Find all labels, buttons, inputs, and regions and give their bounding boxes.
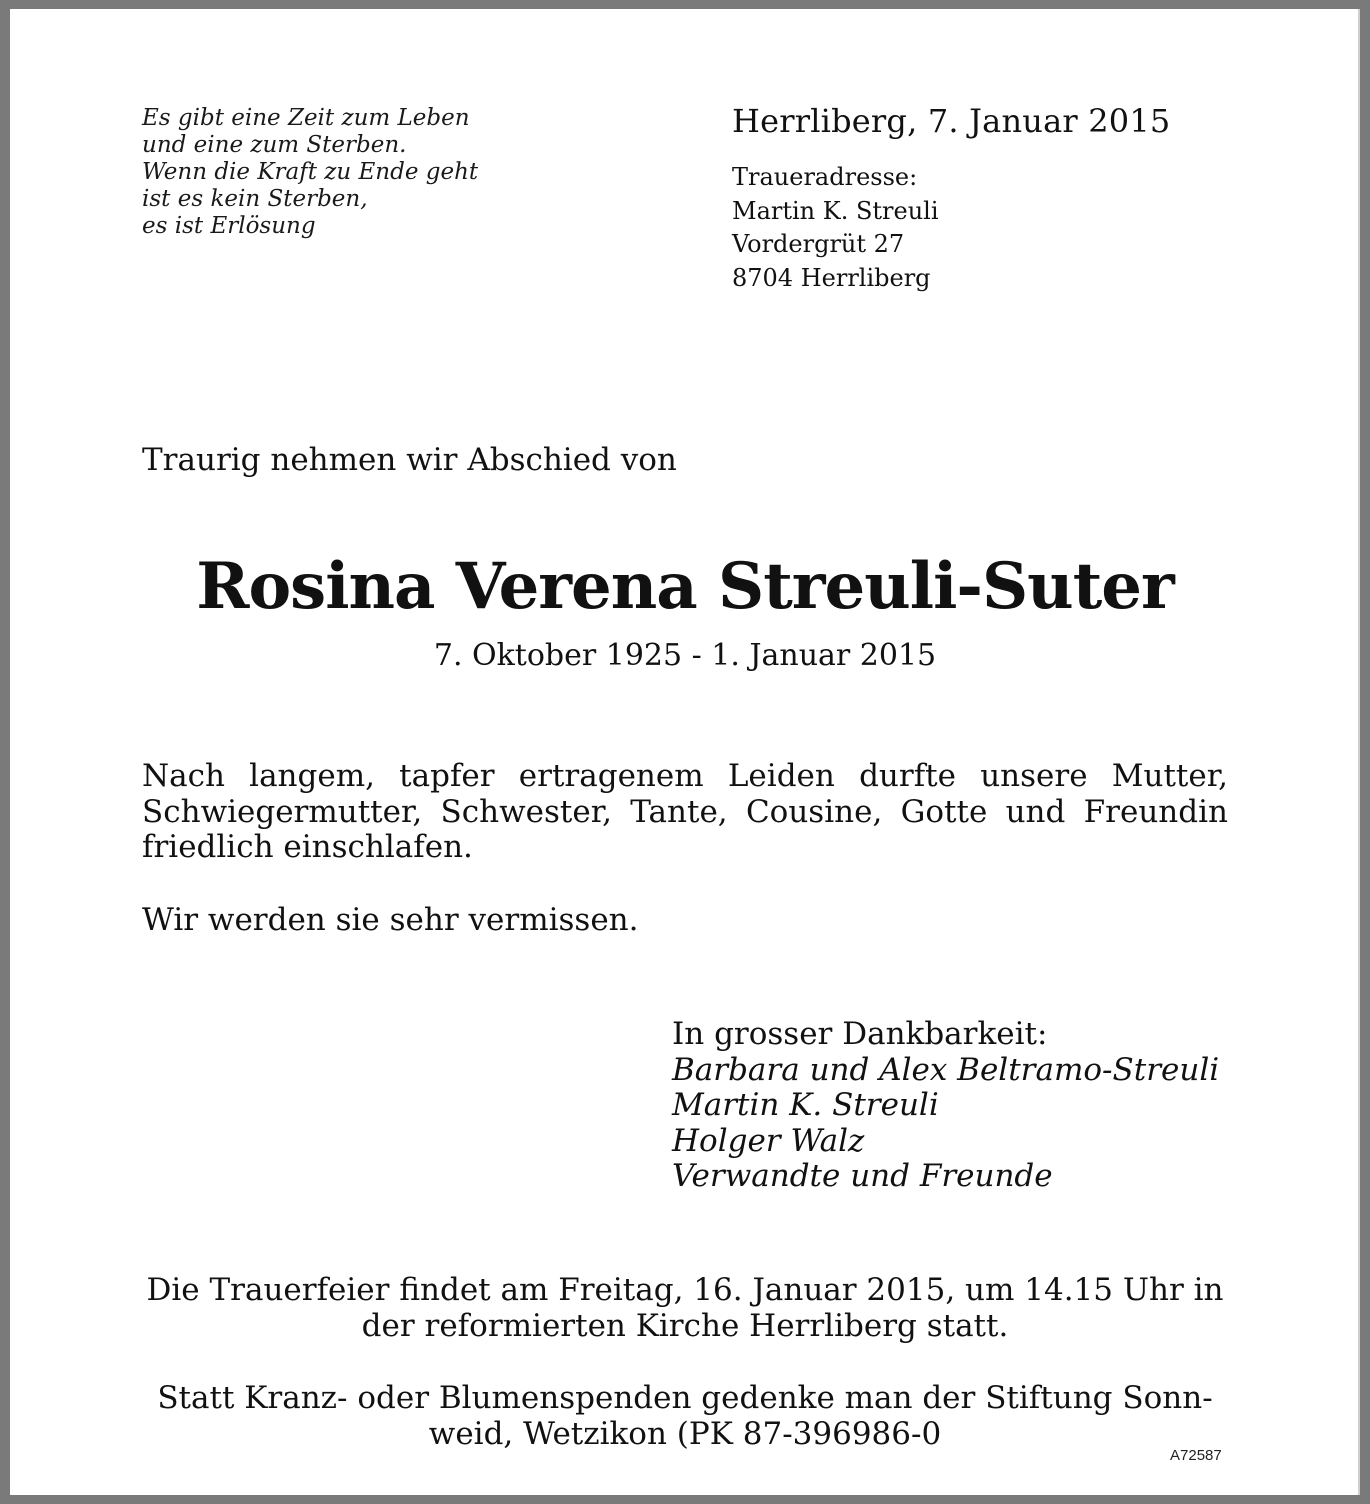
signers xyxy=(672,1017,1219,1195)
obituary-page xyxy=(10,9,1360,1495)
message-paragraph: Nach langem, tapfer ertragenem Leiden durfte unsere Mutter, Schwiegermutter, Schwester, Tante, Cousine, Gotte und Freundin friedlich einschlafen. xyxy=(142,758,1228,865)
poem-line: Es gibt eine Zeit zum Leben xyxy=(142,105,470,131)
poem-line: ist es kein Sterben, xyxy=(142,186,368,212)
place-date: Herrliberg, 7. Januar 2015 xyxy=(732,102,1171,140)
poem xyxy=(142,105,478,240)
address-name: Martin K. Streuli xyxy=(732,196,939,225)
address-city: 8704 Herrliberg xyxy=(732,263,931,292)
mourning-address xyxy=(732,161,939,295)
signers-list xyxy=(672,1053,1219,1195)
closing-line: Wir werden sie sehr vermissen. xyxy=(142,902,639,938)
address-street: Vordergrüt 27 xyxy=(732,230,905,258)
signers-heading: In grosser Dankbarkeit: xyxy=(672,1016,1048,1052)
life-dates: 7. Oktober 1925 - 1. Januar 2015 xyxy=(433,638,937,673)
ceremony-line: der reformierten Kirche Herrliberg statt. xyxy=(361,1307,1009,1344)
deceased-name: Rosina Verena Streuli-Suter xyxy=(196,549,1174,624)
signer-name: Holger Walz xyxy=(672,1122,865,1159)
poem-line: es ist Erlösung xyxy=(142,213,316,239)
signer-name: Verwandte und Freunde xyxy=(672,1158,1053,1194)
poem-line: und eine zum Sterben. xyxy=(142,132,407,158)
donation-line: Statt Kranz- oder Blumenspenden gedenke man der Stiftung Sonn- xyxy=(157,1380,1213,1416)
ceremony-line: Die Trauerfeier findet am Freitag, 16. Januar 2015, um 14.15 Uhr in xyxy=(146,1272,1224,1308)
signer-name: Barbara und Alex Beltramo-Streuli xyxy=(672,1051,1220,1088)
reference-code: A72587 xyxy=(1170,1447,1222,1464)
ceremony-notice xyxy=(10,1273,1360,1344)
poem-line: Wenn die Kraft zu Ende geht xyxy=(142,159,479,185)
donation-line: weid, Wetzikon (PK 87-396986-0 xyxy=(428,1415,942,1452)
donation-notice xyxy=(10,1381,1360,1452)
address-label: Traueradresse: xyxy=(732,163,918,191)
intro-text: Traurig nehmen wir Abschied von xyxy=(142,442,677,478)
signer-name: Martin K. Streuli xyxy=(672,1087,939,1123)
